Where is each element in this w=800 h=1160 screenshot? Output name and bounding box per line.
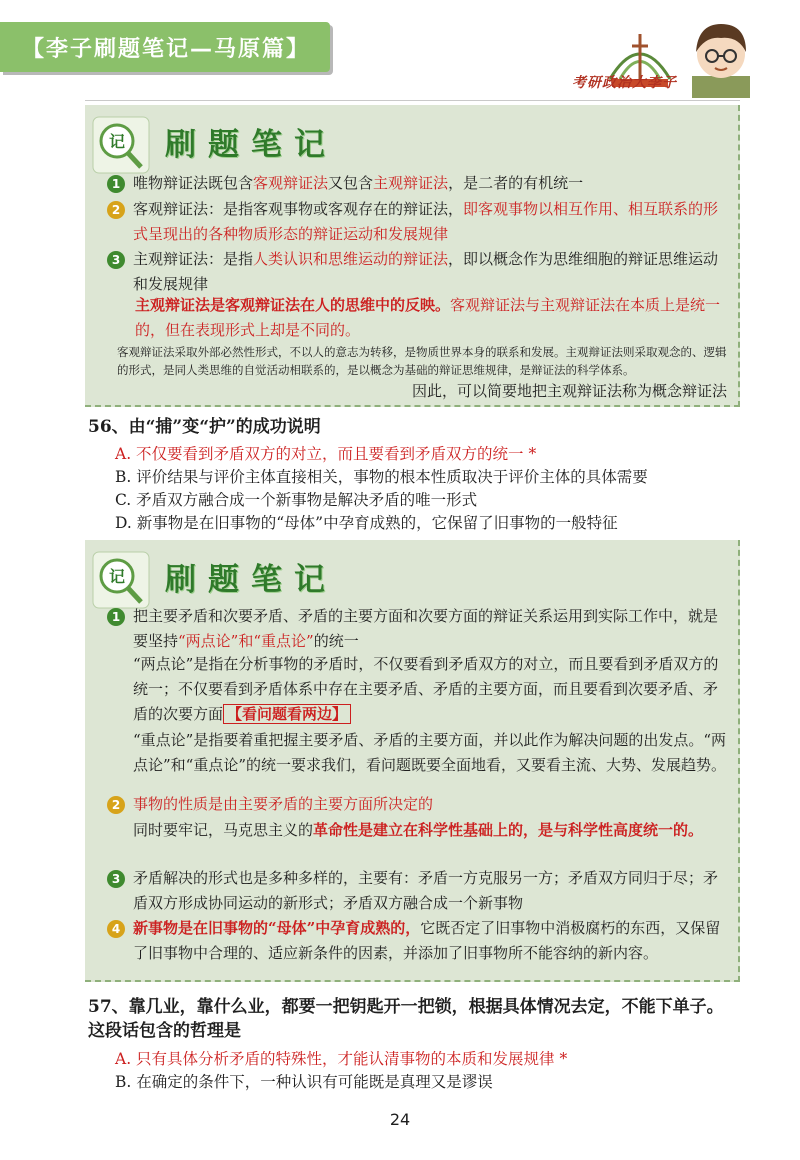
bullet-number: 3	[107, 870, 125, 888]
header-title: 【李子刷题笔记—马原篇】	[22, 37, 311, 62]
bullet-number: 4	[107, 920, 125, 938]
note-icon-char: 记	[108, 567, 126, 586]
bullet-number: 3	[107, 251, 125, 269]
note-item: 主观辩证法：是指人类认识和思维运动的辩证法，即以概念作为思维细胞的辩证思维运动和发展规律	[133, 250, 719, 293]
option-a[interactable]: A. 只有具体分析矛盾的特殊性，才能认清事物的本质和发展规律 *	[115, 1050, 568, 1068]
option-d[interactable]: D. 新事物是在旧事物的“母体”中孕育成熟的，它保留了旧事物的一般特征	[115, 514, 618, 532]
study-note-2	[85, 540, 740, 982]
note-paragraph: 因此，可以简要地把主观辩证法称为概念辩证法	[411, 382, 727, 400]
option-a[interactable]: A. 不仅要看到矛盾双方的对立，而且要看到矛盾双方的统一 *	[115, 445, 537, 463]
header-tab	[0, 22, 330, 72]
brand-name: 考研政治大李子	[572, 75, 677, 91]
page-number: 24	[389, 1110, 411, 1129]
option-b[interactable]: B. 评价结果与评价主体直接相关，事物的根本性质取决于评价主体的具体需要	[115, 468, 648, 486]
study-note-1	[85, 105, 740, 407]
note-item: 把主要矛盾和次要矛盾、矛盾的主要方面和次要方面的辩证关系运用到实际工作中，就是要坚持“两点论”和“重点论”的统一	[133, 607, 719, 650]
note-item: 新事物是在旧事物的“母体”中孕育成熟的，它既否定了旧事物中消极腐朽的东西，又保留了旧事物中合理的、适应新条件的因素，并添加了旧事物所不能容纳的新内容。	[133, 919, 721, 962]
avatar	[682, 16, 760, 98]
bullet-number: 2	[107, 796, 125, 814]
question-57-stem: 57、靠几业，靠什么业，都要一把钥匙开一把锁，根据具体情况去定，不能下单子。这段话包含的哲理是	[88, 997, 724, 1041]
note-paragraph: 同时要牢记，马克思主义的革命性是建立在科学性基础上的，是与科学性高度统一的。	[133, 821, 704, 839]
option-b[interactable]: B. 在确定的条件下，一种认识有可能既是真理又是谬误	[115, 1073, 493, 1091]
bullet-number: 1	[107, 608, 125, 626]
note-item: 事物的性质是由主要矛盾的主要方面所决定的	[133, 795, 434, 813]
bullet-number: 2	[107, 201, 125, 219]
highlight-tag: 【看问题看两边】	[223, 704, 351, 724]
option-c[interactable]: C. 矛盾双方融合成一个新事物是解决矛盾的唯一形式	[115, 491, 478, 509]
question-56-stem: 56、由“捕”变“护”的成功说明	[88, 417, 321, 437]
note-title: 刷题笔记	[165, 562, 337, 598]
note-title: 刷题笔记	[165, 127, 337, 163]
note-paragraph: “两点论”是指在分析事物的矛盾时，不仅要看到矛盾双方的对立，而且要看到矛盾双方的统一；不仅要看到矛盾体系中存在主要矛盾、矛盾的主要方面，而且要看到次要矛盾、矛盾的次要方面 【看问题看两边】	[133, 655, 719, 723]
note-paragraph: “重点论”是指要着重把握主要矛盾、矛盾的主要方面，并以此作为解决问题的出发点。“两点论”和“重点论”的统一要求我们，看问题既要全面地看，又要看主流、大势、发展趋势。	[133, 731, 727, 774]
note-item: 矛盾解决的形式也是多种多样的，主要有：矛盾一方克服另一方；矛盾双方同归于尽；矛盾双方形成协同运动的新形式；矛盾双方融合成一个新事物	[133, 869, 719, 912]
note-item: 客观辩证法：是指客观事物或客观存在的辩证法，即客观事物以相互作用、相互联系的形式呈现出的各种物质形态的辩证运动和发展规律	[133, 200, 719, 243]
note-icon-char: 记	[108, 132, 126, 151]
note-paragraph: 主观辩证法是客观辩证法在人的思维中的反映。客观辩证法与主观辩证法在本质上是统一的，但在表现形式上却是不同的。	[135, 296, 721, 339]
header-divider	[85, 100, 740, 101]
note-paragraph-small: 客观辩证法采取外部必然性形式，不以人的意志为转移，是物质世界本身的联系和发展。主观辩证法则采取观念的、逻辑的形式，是同人类思维的自觉活动相联系的，是以概念为基础的辩证思维规律，是辩证法的科学体系。	[117, 345, 727, 377]
note-magnifier-icon	[91, 550, 151, 610]
bullet-number: 1	[107, 175, 125, 193]
note-magnifier-icon	[91, 115, 151, 175]
note-item: 唯物辩证法既包含客观辩证法又包含主观辩证法，是二者的有机统一	[133, 174, 584, 192]
